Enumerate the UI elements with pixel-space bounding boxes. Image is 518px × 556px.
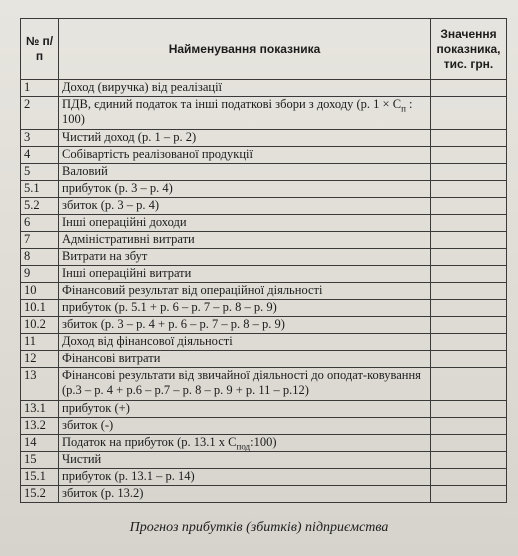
row-name: Фінансовий результат від операційної діяльності <box>59 283 431 300</box>
row-name <box>59 435 431 452</box>
row-value <box>431 317 507 334</box>
row-name: збиток (-) <box>59 418 431 435</box>
row-value <box>431 486 507 503</box>
row-name: Чистий <box>59 452 431 469</box>
table-row <box>21 317 507 334</box>
table-row <box>21 283 507 300</box>
row-value <box>431 452 507 469</box>
row-num: 11 <box>21 334 59 351</box>
row-name: Адміністративні витрати <box>59 232 431 249</box>
row-value <box>431 283 507 300</box>
row-num: 1 <box>21 80 59 97</box>
table-row <box>21 435 507 452</box>
row-num: 14 <box>21 435 59 452</box>
table-row <box>21 401 507 418</box>
row-name-tail: :100) <box>250 435 277 449</box>
table-row <box>21 469 507 486</box>
row-num: 10.2 <box>21 317 59 334</box>
row-num: 10.1 <box>21 300 59 317</box>
row-name: прибуток (р. 3 – р. 4) <box>59 181 431 198</box>
row-name: Собівартість реалізованої продукції <box>59 147 431 164</box>
row-name-tail: : 100) <box>62 97 413 126</box>
row-value <box>431 435 507 452</box>
table-row <box>21 215 507 232</box>
row-name-text: ПДВ, єдиний податок та інші податкові збори з доходу (р. 1 × С <box>62 97 402 111</box>
table-row <box>21 368 507 401</box>
row-num: 10 <box>21 283 59 300</box>
row-value <box>431 266 507 283</box>
row-num: 5.2 <box>21 198 59 215</box>
row-value <box>431 368 507 401</box>
row-name: збиток (р. 3 – р. 4) <box>59 198 431 215</box>
row-value <box>431 418 507 435</box>
row-num: 5 <box>21 164 59 181</box>
table-row <box>21 266 507 283</box>
row-num: 13 <box>21 368 59 401</box>
table-row <box>21 232 507 249</box>
table-row <box>21 351 507 368</box>
row-value <box>431 300 507 317</box>
row-name: Фінансові витрати <box>59 351 431 368</box>
row-name: Доход від фінансової діяльності <box>59 334 431 351</box>
row-name: Інші операційні витрати <box>59 266 431 283</box>
row-value <box>431 401 507 418</box>
row-value <box>431 147 507 164</box>
row-value <box>431 181 507 198</box>
row-name: Доход (виручка) від реалізації <box>59 80 431 97</box>
row-name-text: Податок на прибуток (р. 13.1 х С <box>62 435 237 449</box>
row-num: 12 <box>21 351 59 368</box>
row-value <box>431 97 507 130</box>
row-value <box>431 334 507 351</box>
row-value <box>431 130 507 147</box>
row-num: 15.1 <box>21 469 59 486</box>
row-num: 3 <box>21 130 59 147</box>
row-value <box>431 215 507 232</box>
header-num: № п/п <box>21 19 59 80</box>
table-row <box>21 486 507 503</box>
table-row <box>21 300 507 317</box>
row-name <box>59 97 431 130</box>
row-num: 7 <box>21 232 59 249</box>
row-name: Інші операційні доходи <box>59 215 431 232</box>
row-name-subscript: п <box>401 103 406 114</box>
row-num: 9 <box>21 266 59 283</box>
row-num: 5.1 <box>21 181 59 198</box>
row-num: 2 <box>21 97 59 130</box>
row-num: 13.2 <box>21 418 59 435</box>
row-name: прибуток (р. 5.1 + р. 6 – р. 7 – р. 8 – р. 9) <box>59 300 431 317</box>
row-num: 15.2 <box>21 486 59 503</box>
table-header-row <box>21 19 507 80</box>
row-num: 6 <box>21 215 59 232</box>
table-row <box>21 249 507 266</box>
table-row <box>21 147 507 164</box>
row-name: Чистий доход (р. 1 – р. 2) <box>59 130 431 147</box>
row-value <box>431 351 507 368</box>
row-name-subscript: под <box>236 441 251 452</box>
header-name: Найменування показника <box>59 19 431 80</box>
table-row <box>21 164 507 181</box>
table-row <box>21 334 507 351</box>
row-name: Валовий <box>59 164 431 181</box>
header-value: Значення показника, тис. грн. <box>431 19 507 80</box>
row-num: 8 <box>21 249 59 266</box>
row-name: прибуток (+) <box>59 401 431 418</box>
row-num: 15 <box>21 452 59 469</box>
row-name: збиток (р. 3 – р. 4 + р. 6 – р. 7 – р. 8 – р. 9) <box>59 317 431 334</box>
row-value <box>431 469 507 486</box>
row-value <box>431 164 507 181</box>
row-value <box>431 232 507 249</box>
table-row <box>21 130 507 147</box>
row-num: 13.1 <box>21 401 59 418</box>
row-name: збиток (р. 13.2) <box>59 486 431 503</box>
table-body <box>21 80 507 503</box>
row-name: прибуток (р. 13.1 – р. 14) <box>59 469 431 486</box>
table-row <box>21 452 507 469</box>
row-value <box>431 198 507 215</box>
row-value <box>431 249 507 266</box>
table-row <box>21 181 507 198</box>
row-value <box>431 80 507 97</box>
row-name: Фінансові результати від звичайної діяльності до оподат-ковування (р.3 – р. 4 + р.6 – р.7 – р. 8 – р. 9 + р. 11 – р.12) <box>59 368 431 401</box>
table-row <box>21 97 507 130</box>
table-caption: Прогноз прибутків (збитків) підприємства <box>129 520 389 535</box>
table-row <box>21 80 507 97</box>
profit-forecast-table <box>20 18 507 503</box>
table-row <box>21 198 507 215</box>
row-name: Витрати на збут <box>59 249 431 266</box>
row-num: 4 <box>21 147 59 164</box>
table-row <box>21 418 507 435</box>
